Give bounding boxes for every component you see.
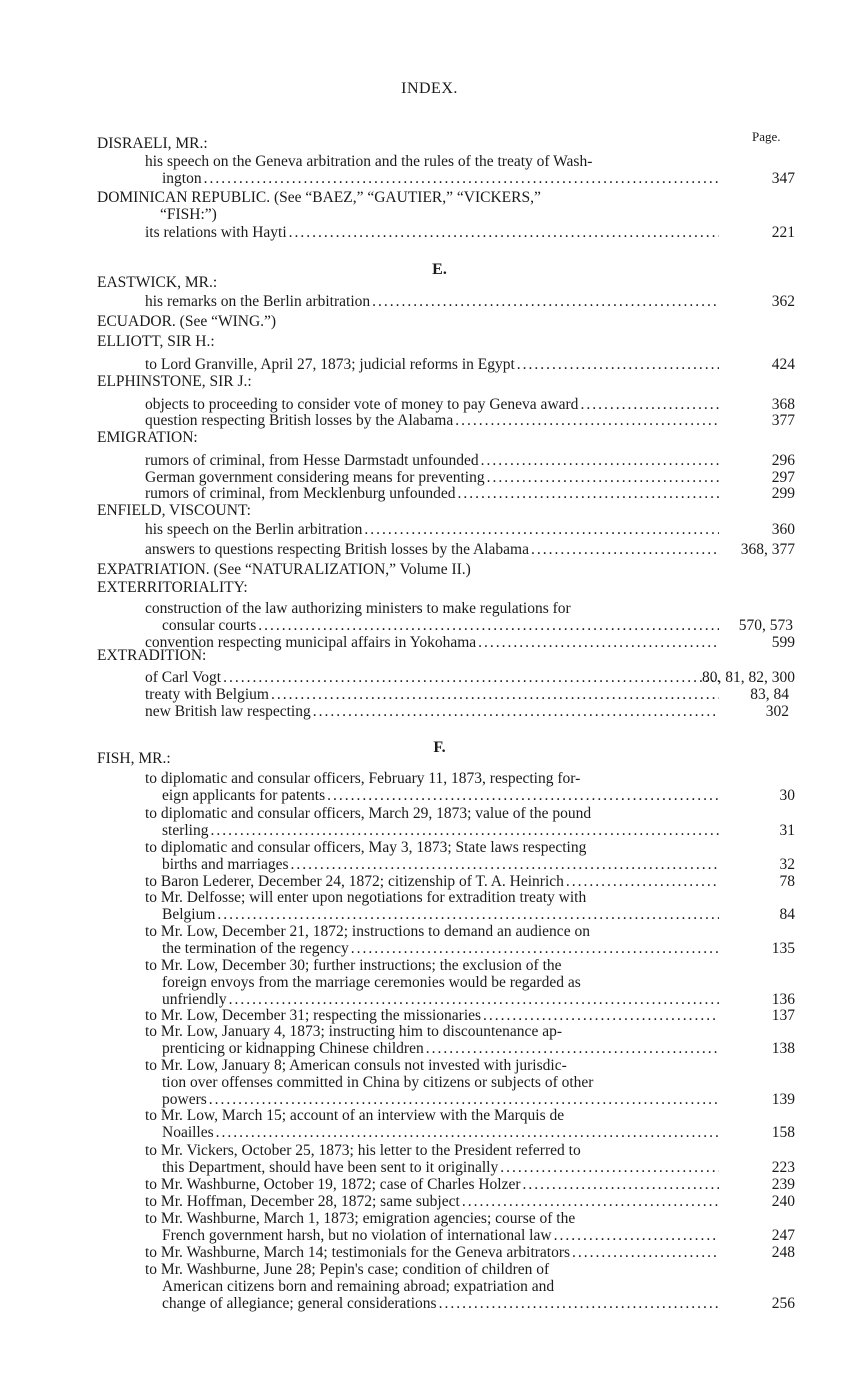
index-entry: to Mr. Low, January 4, 1873; instructing him to discountenance ap- prenticing or kidnapping Chinese children ..... 138 xyxy=(145,1023,719,1057)
heading-ecuador: ECUADOR. (See “WING.”) xyxy=(97,313,277,330)
index-entry: to Mr. Washburne, March 1, 1873; emigration agencies; course of the French government harsh, but no violation of international law ..... 247 xyxy=(145,1210,719,1244)
index-entry: to Mr. Washburne, June 28; Pepin's case; condition of children of American citizens born and remaining abroad; expatriation and change of allegiance; general considerations ..... 256 xyxy=(145,1261,719,1312)
page-number: 78 xyxy=(779,873,795,890)
page-number: 247 xyxy=(771,1227,795,1244)
index-entry: to Mr. Low, December 30; further instructions; the exclusion of the foreign envoys from the marriage ceremonies would be regarded as unfriendly ..... 136 xyxy=(145,957,719,1008)
index-entry: to Mr. Low, March 15; account of an interview with the Marquis de Noailles ..... 158 xyxy=(145,1107,719,1141)
page-number: 30 xyxy=(779,787,795,804)
index-entry: his speech on the Berlin arbitration ..... 360 xyxy=(145,521,719,538)
page-number: 599 xyxy=(771,634,795,651)
page-number: 256 xyxy=(771,1295,795,1312)
index-entry: to Mr. Delfosse; will enter upon negotiations for extradition treaty with Belgium ..... 84 xyxy=(145,889,719,923)
page-number: 297 xyxy=(771,469,795,486)
section-letter-f: F. xyxy=(433,739,446,756)
index-entry: new British law respecting ..... 302 xyxy=(145,703,719,720)
page-number: 31 xyxy=(779,822,795,839)
index-entry: to Mr. Hoffman, December 28, 1872; same subject ..... 240 xyxy=(145,1193,719,1210)
heading-enfield: ENFIELD, VISCOUNT: xyxy=(97,502,251,519)
index-entry: to Mr. Vickers, October 25, 1873; his letter to the President referred to this Department, should have been sent to it originally ..... 223 xyxy=(145,1142,719,1176)
page-number: 424 xyxy=(771,356,795,373)
heading-expatriation: EXPATRIATION. (See “NATURALIZATION,” Volume II.) xyxy=(97,561,471,578)
page-number: 347 xyxy=(771,170,795,187)
heading-exterritoriality: EXTERRITORIALITY: xyxy=(97,579,248,596)
page-number: 377 xyxy=(771,412,795,429)
index-entry: to diplomatic and consular officers, May 3, 1873; State laws respecting births and marriages ..... 32 xyxy=(145,839,719,873)
index-entry: to Mr. Washburne, March 14; testimonials for the Geneva arbitrators ..... 248 xyxy=(145,1244,719,1261)
page-number: 239 xyxy=(771,1176,795,1193)
index-entry: rumors of criminal, from Mecklenburg unfounded ..... 299 xyxy=(145,485,719,502)
heading-dominican-republic-cont: “FISH:”) xyxy=(160,206,217,223)
page-number: 360 xyxy=(771,521,795,538)
index-entry: to Mr. Low, December 21, 1872; instructions to demand an audience on the termination of the regency ..... 135 xyxy=(145,923,719,957)
index-entry: to Mr. Low, December 31; respecting the missionaries ..... 137 xyxy=(145,1007,719,1024)
page-number: 83, 84 xyxy=(750,686,789,703)
page-title: INDEX. xyxy=(401,80,458,97)
index-entry: to Mr. Washburne, October 19, 1872; case of Charles Holzer ..... 239 xyxy=(145,1176,719,1193)
index-entry: of Carl Vogt ..... 80, 81, 82, 300 xyxy=(145,669,719,686)
page-number: 302 xyxy=(765,703,789,720)
page-column-label: Page. xyxy=(752,129,781,144)
page-number: 223 xyxy=(771,1159,795,1176)
page-number: 296 xyxy=(771,452,795,469)
page-number: 362 xyxy=(771,293,795,310)
heading-disraeli: DISRAELI, MR.: xyxy=(97,135,208,152)
page-number: 248 xyxy=(771,1244,795,1261)
index-entry: to Mr. Low, January 8; American consuls not invested with jurisdic- tion over offenses committed in China by citizens or subjects of other powers ..... 139 xyxy=(145,1057,719,1108)
page-number: 570, 573 xyxy=(738,617,793,634)
index-entry: question respecting British losses by the Alabama ..... 377 xyxy=(145,412,719,429)
index-entry: his remarks on the Berlin arbitration ..... 362 xyxy=(145,293,719,310)
page-number: 136 xyxy=(771,991,795,1008)
page-number: 299 xyxy=(771,485,795,502)
page-number: 137 xyxy=(771,1007,795,1024)
index-entry: answers to questions respecting British losses by the Alabama ..... 368, 377 xyxy=(145,541,719,558)
section-letter-e: E. xyxy=(432,261,447,278)
heading-dominican-republic: DOMINICAN REPUBLIC. (See “BAEZ,” “GAUTIER,” “VICKERS,” xyxy=(97,189,541,206)
heading-elphinstone: ELPHINSTONE, SIR J.: xyxy=(97,373,252,390)
index-entry: to Baron Lederer, December 24, 1872; citizenship of T. A. Heinrich ..... 78 xyxy=(145,873,719,890)
heading-fish: FISH, MR.: xyxy=(97,750,171,767)
page-number: 139 xyxy=(771,1091,795,1108)
index-entry: its relations with Hayti ..... 221 xyxy=(145,224,719,241)
index-entry: his speech on the Geneva arbitration and the rules of the treaty of Wash- ington ..... 347 xyxy=(145,153,719,187)
index-entry: to Lord Granville, April 27, 1873; judicial reforms in Egypt ..... 424 xyxy=(145,356,719,373)
page-number: 221 xyxy=(771,224,795,241)
page-number: 135 xyxy=(771,940,795,957)
index-entry: construction of the law authorizing ministers to make regulations for consular courts ..... 570, 573 xyxy=(145,600,719,634)
page-number: 240 xyxy=(771,1193,795,1210)
page-number: 138 xyxy=(771,1040,795,1057)
page-number: 158 xyxy=(771,1124,795,1141)
index-entry: convention respecting municipal affairs in Yokohama ..... 599 xyxy=(145,634,719,651)
page-number: 84 xyxy=(779,906,795,923)
page-number: 80, 81, 82, 300 xyxy=(702,669,795,686)
heading-emigration: EMIGRATION: xyxy=(97,429,198,446)
page-number: 368 xyxy=(771,396,795,413)
heading-extradition: EXTRADITION: xyxy=(97,647,207,664)
page-number: 368, 377 xyxy=(740,541,795,558)
index-entry: to diplomatic and consular officers, March 29, 1873; value of the pound sterling ..... 31 xyxy=(145,805,719,839)
index-entry: treaty with Belgium ..... 83, 84 xyxy=(145,686,719,703)
index-entry: German government considering means for preventing ..... 297 xyxy=(145,469,719,486)
heading-elliott: ELLIOTT, SIR H.: xyxy=(97,333,215,350)
page-number: 32 xyxy=(779,856,795,873)
index-entry: objects to proceeding to consider vote of money to pay Geneva award ..... 368 xyxy=(145,396,719,413)
index-entry: rumors of criminal, from Hesse Darmstadt unfounded ..... 296 xyxy=(145,452,719,469)
index-entry: to diplomatic and consular officers, February 11, 1873, respecting for- eign applicants for patents ..... 30 xyxy=(145,770,719,804)
heading-eastwick: EASTWICK, MR.: xyxy=(97,274,218,291)
